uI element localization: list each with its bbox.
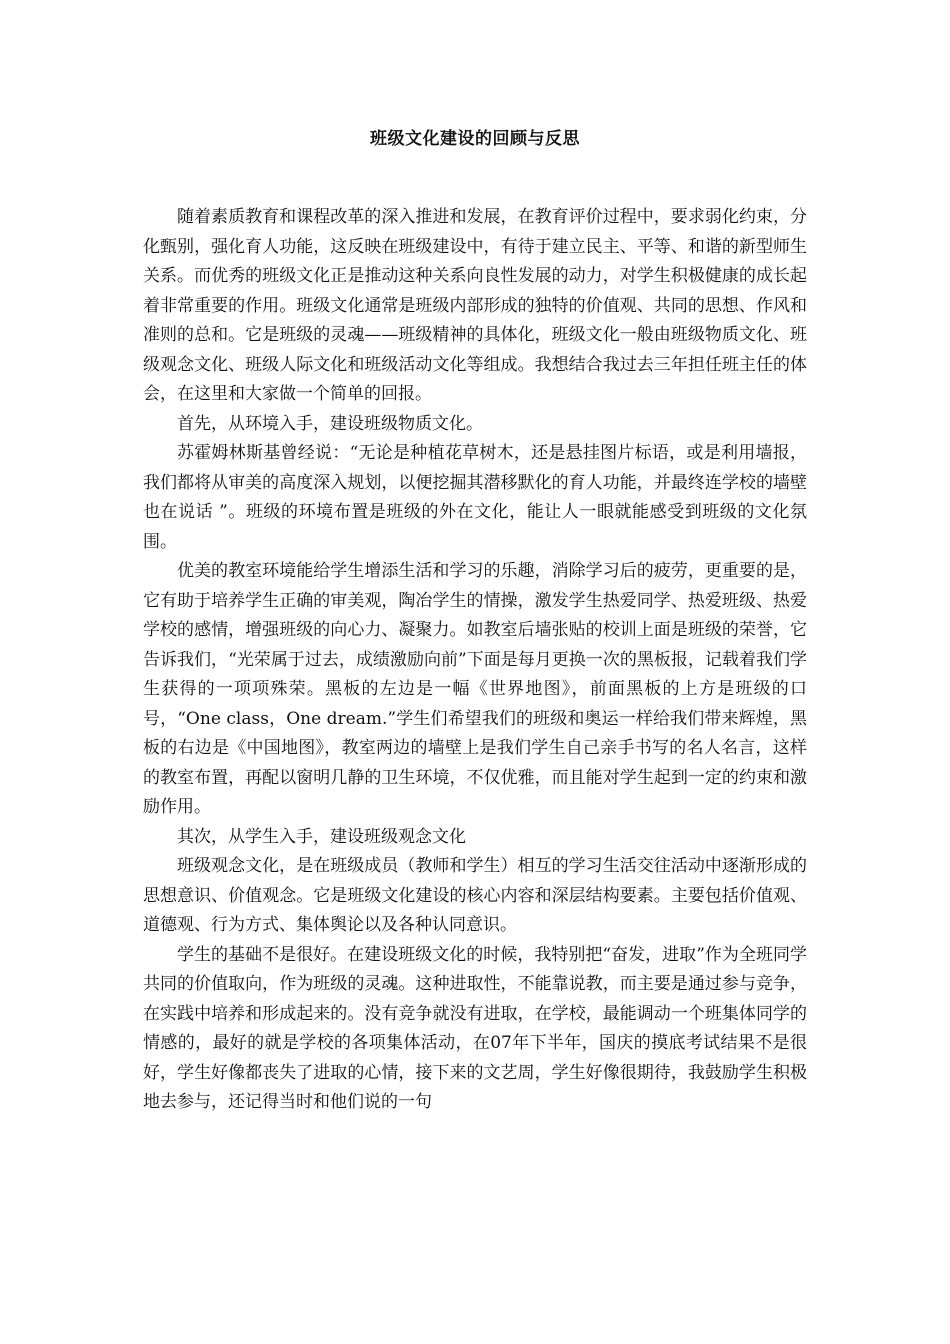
paragraph-heading-concept-culture: 其次，从学生入手，建设班级观念文化 — [177, 826, 466, 847]
document-body — [143, 203, 807, 1118]
paragraph-intro: 随着素质教育和课程改革的深入推进和发展，在教育评价过程中，要求弱化约束，分化甄别，强化育人功能，这反映在班级建设中，有待于建立民主、平等、和谐的新型师生关系。而优秀的班级文化正是推动这种关系向良性发展的动力，对学生积极健康的成长起着非常重要的作用。班级文化通常是班级内部形成的独特的价值观、共同的思想、作风和准则的总和。它是班级的灵魂——班级精神的具体化，班级文化一般由班级物质文化、班级观念文化、班级人际文化和班级活动文化等组成。我想结合我过去三年担任班主任的体会，在这里和大家做一个简单的回报。 — [143, 207, 807, 404]
document-title: 班级文化建设的回顾与反思 — [370, 129, 580, 149]
paragraph-classroom-environment: 优美的教室环境能给学生增添生活和学习的乐趣，消除学习后的疲劳，更重要的是，它有助于培养学生正确的审美观，陶冶学生的情操，激发学生热爱同学、热爱班级、热爱学校的感情，增强班级的向心力、凝聚力。如教室后墙张贴的校训上面是班级的荣誉，它告诉我们，“光荣属于过去，成绩激励向前”下面是每月更换一次的黑板报，记载着我们学生获得的一项项殊荣。黑板的左边是一幅《世界地图》，前面黑板的上方是班级的口号，“One class，One dream.”学生们希望我们的班级和奥运一样给我们带来辉煌，黑板的右边是《中国地图》，教室两边的墙壁上是我们学生自己亲手书写的名人名言，这样的教室布置，再配以窗明几静的卫生环境，不仅优雅，而且能对学生起到一定的约束和激励作用。 — [143, 561, 807, 817]
paragraph-heading-material-culture: 首先，从环境入手，建设班级物质文化。 — [177, 413, 483, 434]
paragraph-student-values: 学生的基础不是很好。在建设班级文化的时候，我特别把“奋发，进取”作为全班同学共同的价值取向，作为班级的灵魂。这种进取性，不能靠说教，而主要是通过参与竞争，在实践中培养和形成起来的。没有竞争就没有进取，在学校，最能调动一个班集体同学的情感的，最好的就是学校的各项集体活动，在07年下半年，国庆的摸底考试结果不是很好，学生好像都丧失了进取的心情，接下来的文艺周，学生好像很期待，我鼓励学生积极地去参与，还记得当时和他们说的一句 — [143, 944, 807, 1112]
paragraph-quote-sukhomlinsky: 苏霍姆林斯基曾经说：“无论是种植花草树木，还是悬挂图片标语，或是利用墙报，我们都将从审美的高度深入规划，以便挖掘其潜移默化的育人功能，并最终连学校的墙壁也在说话 ”。班级的环境布置是班级的外在文化，能让人一眼就能感受到班级的文化氛围。 — [143, 443, 807, 552]
paragraph-concept-culture-definition: 班级观念文化，是在班级成员（教师和学生）相互的学习生活交往活动中逐渐形成的思想意识、价值观念。它是班级文化建设的核心内容和深层结构要素。主要包括价值观、道德观、行为方式、集体舆论以及各种认同意识。 — [143, 856, 807, 935]
